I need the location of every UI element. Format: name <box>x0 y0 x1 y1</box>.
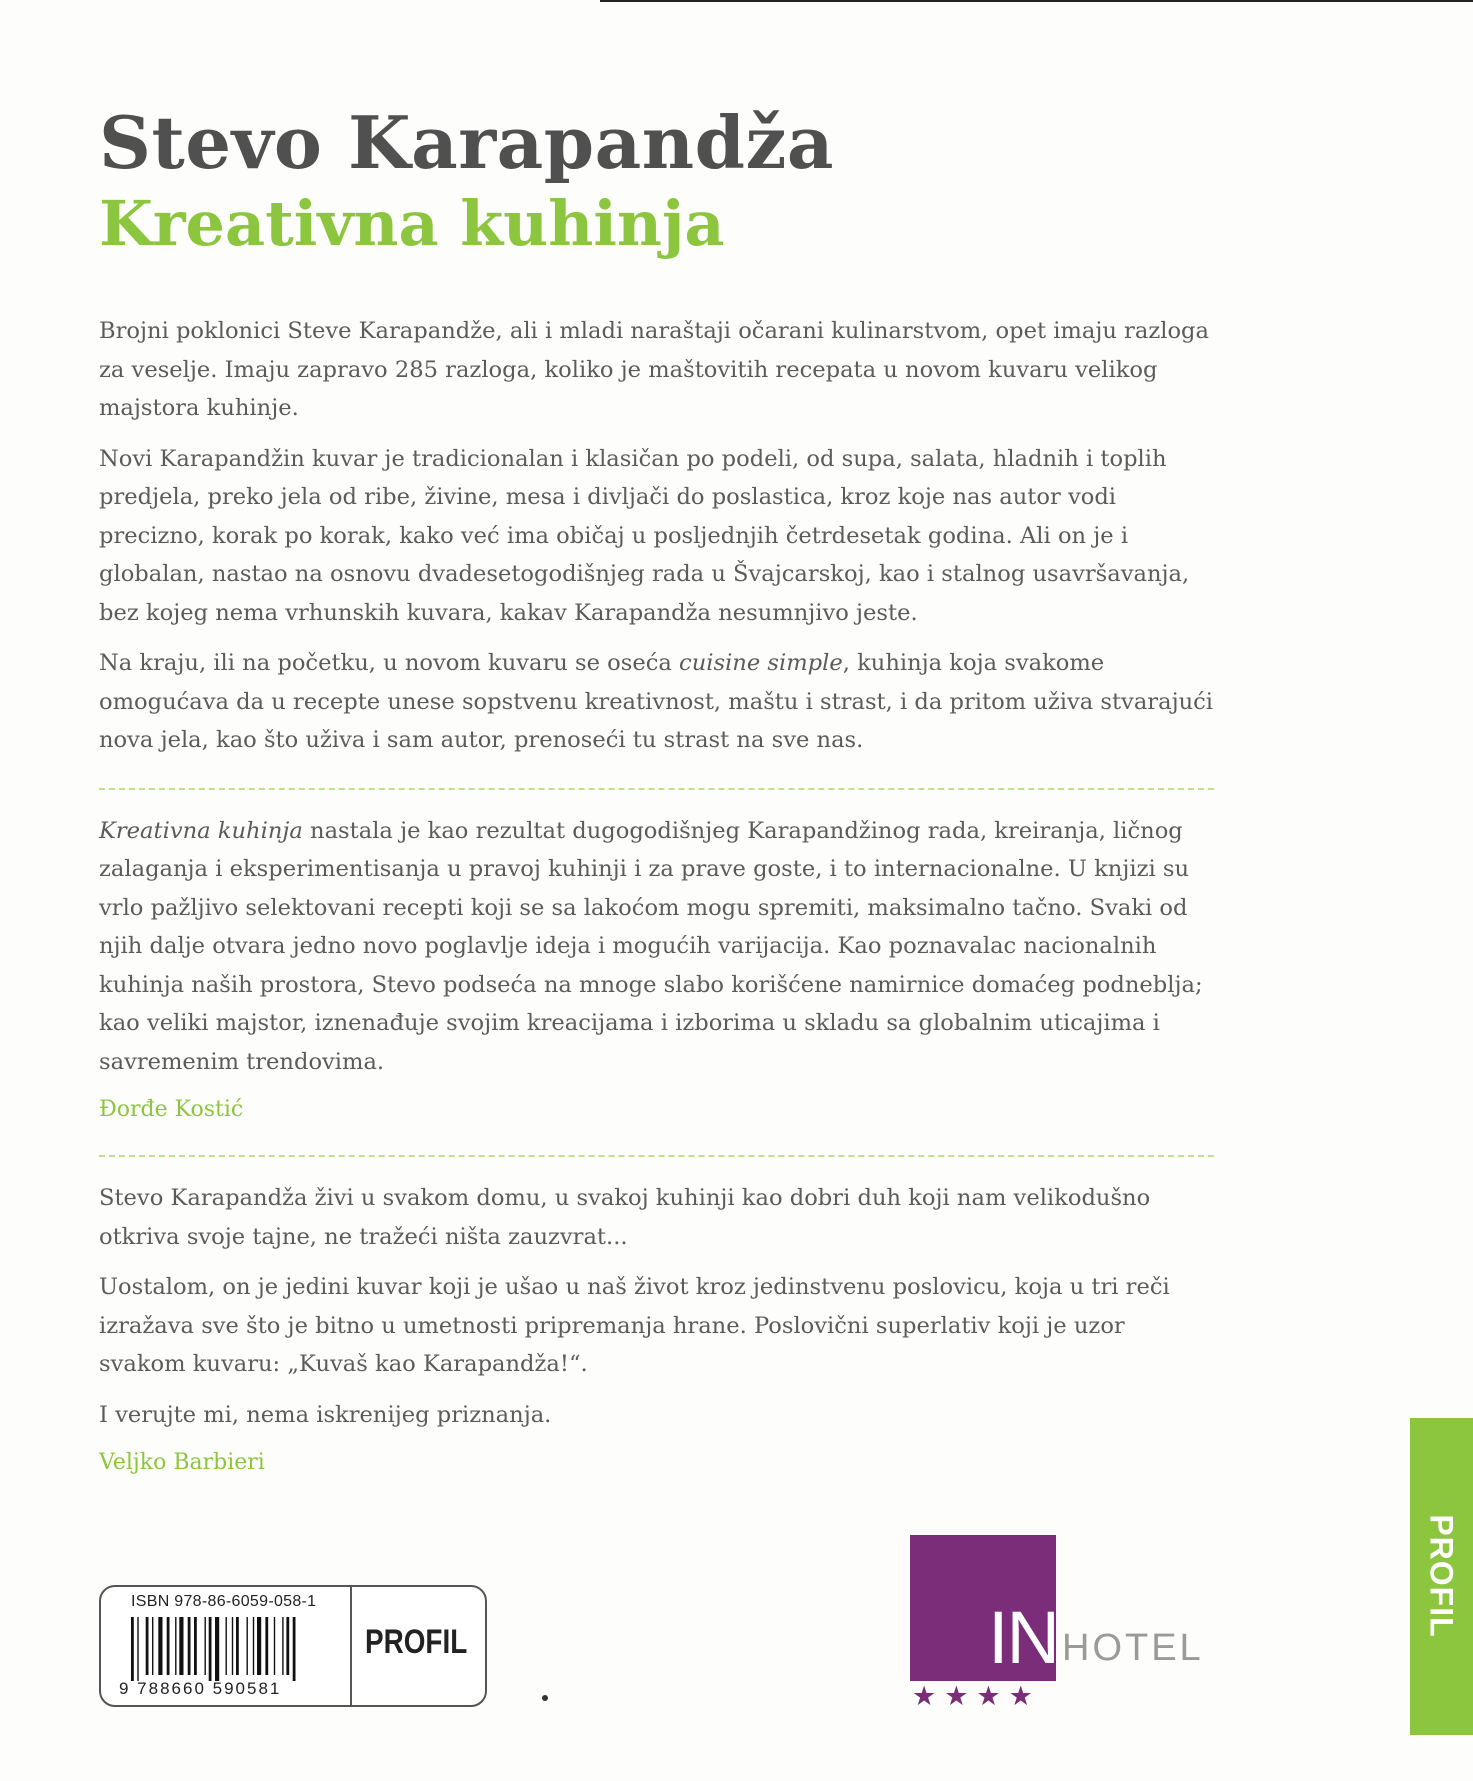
barcode-bar <box>247 1617 248 1675</box>
barcode-bar <box>137 1617 138 1681</box>
barcode-bar <box>205 1617 206 1675</box>
barcode-area <box>101 1587 352 1705</box>
hotel-stars-icon: ★★★★ <box>912 1681 1041 1712</box>
barcode-bar <box>265 1617 268 1675</box>
blurb-p3-italic: cuisine simple <box>679 650 843 676</box>
review-kostic-italic-title: Kreativna kuhinja <box>99 817 303 844</box>
barcode-bar <box>188 1617 191 1675</box>
barcode-bar <box>146 1617 149 1675</box>
isbn-barcode-label <box>99 1585 487 1707</box>
review-barbieri-paragraph-2: Uostalom, on je jedini kuvar koji je ušao u naš život kroz jedinstvenu poslovicu, koja u tri reči izražava sve što je bitno u umetnosti pripremanja hrane. Poslovični superlativ koji je uzor svakom kuvaru: „Kuvaš kao Karapandža!“. <box>99 1274 1170 1377</box>
review-barbieri-paragraph-3: I verujte mi, nema iskrenijeg priznanja. <box>99 1401 552 1428</box>
barcode-bar <box>257 1617 261 1675</box>
barcode-bar <box>232 1617 233 1675</box>
signature-kostic: Đorđe Kostić <box>99 1097 244 1122</box>
blurb-paragraph-2: Novi Karapandžin kuvar je tradicionalan i klasičan po podeli, od supa, salata, hladnih i toplih predjela, preko jela od ribe, živine, mesa i divljači do poslastica, kroz koje nas autor vodi precizno, korak po korak, kako već ima običaj u posljednjih četrdesetak godina. Ali on je i globalan, nastao na osnovu dvadesetogodišnjeg rada u Švajcarskoj, kao i stalnog usavršavanja, bez kojeg nema vrhunskih kuvara, kakav Karapandža nesumnjivo jeste. <box>99 445 1190 626</box>
author-name: Stevo Karapandža <box>99 100 835 185</box>
review-barbieri-paragraph-1: Stevo Karapandža živi u svakom domu, u svakoj kuhinji kao dobri duh koji nam velikodušno otkriva svoje tajne, ne tražeći ništa zauzvrat... <box>99 1185 1151 1250</box>
barcode-bar <box>286 1617 289 1675</box>
in-hotel-logo <box>910 1535 1210 1715</box>
review-kostic-paragraph <box>99 812 1214 1082</box>
signature-barbieri: Veljko Barbieri <box>99 1450 265 1475</box>
stray-dot <box>542 1695 548 1701</box>
barcode-bar <box>167 1617 170 1675</box>
barcode-bar <box>179 1617 183 1675</box>
barcode-bar <box>175 1617 176 1675</box>
top-edge-line <box>600 0 1473 2</box>
barcode-bar <box>131 1617 134 1681</box>
book-title: Kreativna kuhinja <box>99 187 725 260</box>
blurb-p3-start: Na kraju, ili na početku, u novom kuvaru se oseća <box>99 650 680 676</box>
barcode-bar <box>194 1617 197 1675</box>
spine-publisher-tab <box>1410 1418 1473 1735</box>
ean-digits: 9 788660 590581 <box>119 1679 282 1698</box>
blurb-paragraph-3 <box>99 644 1214 760</box>
barcode-bars <box>131 1617 331 1681</box>
blurb-p3-end: , kuhinja koja svakome omogućava da u recepte unese sopstvenu kreativnost, maštu i strast, i da pritom uživa stvarajući nova jela, kao što uživa i sam autor, prenoseći tu strast na sve nas. <box>99 650 1213 753</box>
publisher-mark: PROFIL <box>365 1623 468 1661</box>
dashed-divider-2 <box>99 1155 1214 1157</box>
hotel-logo-in-text: IN <box>988 1596 1058 1679</box>
barcode-bar <box>236 1617 239 1675</box>
barcode-bar <box>253 1617 254 1675</box>
review-kostic-text: nastala je kao rezultat dugogodišnjeg Karapandžinog rada, kreiranja, ličnog zalaganja i eksperimentisanja u pravoj kuhinji i za prave goste, i to internacionalne. U knjizi su vrlo pažljivo selektovani recepti koji se sa lakoćom mogu spremiti, maksimalno tačno. Svaki od njih dalje otvara jedno novo poglavlje ideja i mogućih varijacija. Kao poznavalac nacionalnih kuhinja naših prostora, Stevo podseća na mnoge slabo korišćene namirnice domaćeg podneblja; kao veliki majstor, iznenađuje svojim kreacijama i izborima u skladu sa globalnim uticajima i savremenim trendovima. <box>99 817 1203 1075</box>
barcode-bar <box>274 1617 275 1675</box>
barcode-bar <box>282 1617 283 1675</box>
barcode-bar <box>215 1617 219 1681</box>
barcode-bar <box>209 1617 212 1681</box>
blurb-paragraph-1: Brojni poklonici Steve Karapandže, ali i mladi naraštaji očarani kulinarstvom, opet imaju razloga za veselje. Imaju zapravo 285 razloga, koliko je maštovitih recepata u novom kuvaru velikog majstora kuhinje. <box>99 318 1209 421</box>
dashed-divider-1 <box>99 788 1214 790</box>
spine-publisher-label: PROFIL <box>1423 1514 1460 1638</box>
isbn-number: ISBN 978-86-6059-058-1 <box>131 1593 317 1610</box>
hotel-logo-hotel-text: HOTEL <box>1062 1627 1204 1669</box>
barcode-bar <box>152 1617 153 1675</box>
barcode-bar <box>293 1617 296 1681</box>
back-cover-content <box>99 100 1214 1508</box>
barcode-bar <box>226 1617 227 1675</box>
barcode-bar <box>158 1617 162 1675</box>
